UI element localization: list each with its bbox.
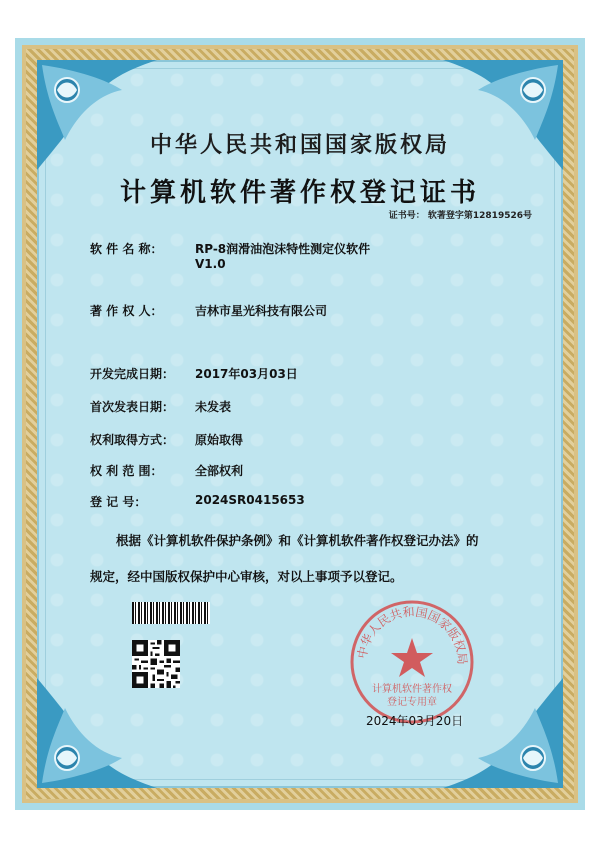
field-value-version: V1.0 [195,257,226,271]
field-completion-date [90,365,298,382]
field-value: 吉林市星光科技有限公司 [195,304,328,318]
official-seal [348,598,476,726]
field-label: 权利取得方式： [90,433,175,447]
field-label: 开发完成日期： [90,367,175,381]
field-label: 权 利 范 围： [90,464,163,478]
field-label: 著 作 权 人： [90,304,163,318]
field-rights-scope [90,462,243,479]
field-first-publication-date [90,398,231,415]
field-label: 首次发表日期： [90,400,175,414]
certificate-number: 证书号： 软著登字第12819526号 [388,211,532,221]
field-value: 全部权利 [195,464,244,478]
seal-ring-text: 中华人民共和国国家版权局 [354,604,470,666]
seal-inner-text-1: 计算机软件著作权 [372,684,452,695]
statement-line-2: 规定，经中国版权保护中心审核，对以上事项予以登记。 [90,569,403,584]
field-copyright-owner [90,302,327,319]
field-label: 软 件 名 称： [90,242,163,256]
field-value: 原始取得 [195,433,244,447]
statement-line-1: 根据《计算机软件保护条例》和《计算机软件著作权登记办法》的 [116,533,479,548]
barcode-icon [132,602,210,624]
field-value: 2017年03月03日 [195,367,298,381]
field-acquisition-method [90,431,243,448]
qr-code-icon [132,640,180,688]
field-registration-number [90,493,305,510]
field-value: RP-8润滑油泡沫特性测定仪软件 [195,242,371,256]
certificate-title: 计算机软件著作权登记证书 [119,178,480,208]
field-value: 2024SR0415653 [195,493,305,507]
seal-inner-text-2: 登记专用章 [387,697,437,708]
corner-ornament-icon [37,678,157,788]
star-icon [391,638,433,677]
field-value: 未发表 [195,400,232,414]
issuing-authority: 中华人民共和国国家版权局 [149,133,450,158]
issue-date: 2024年03月20日 [366,714,464,728]
field-software-name [90,240,370,271]
field-label: 登 记 号： [90,495,147,509]
